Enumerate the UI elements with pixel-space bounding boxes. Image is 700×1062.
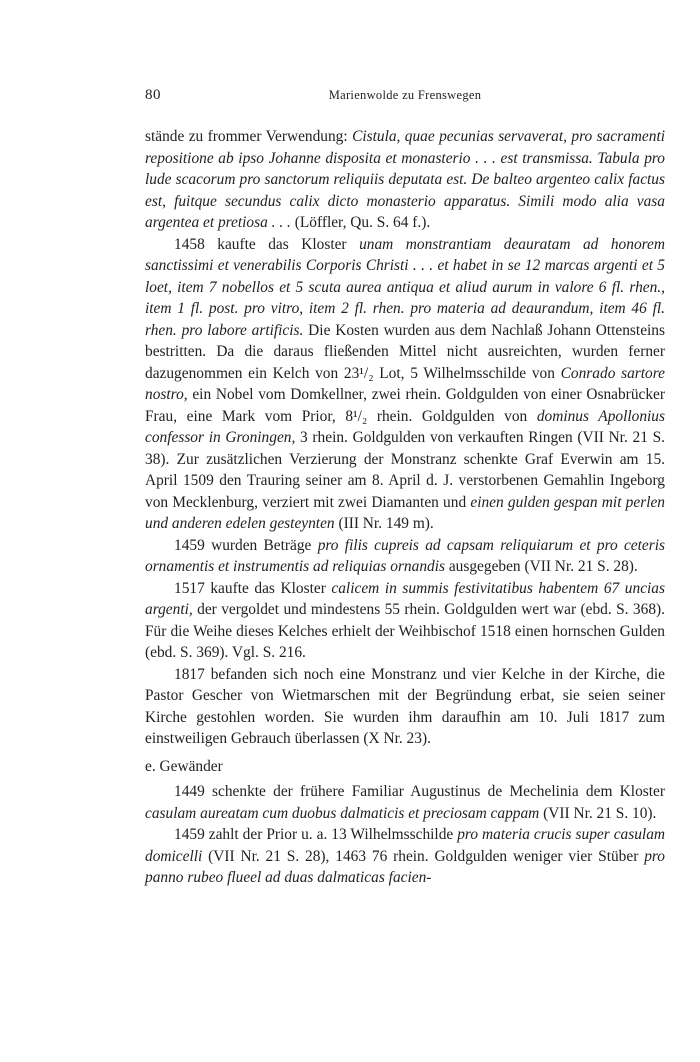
italic-text: casulam aureatam cum duobus dalmaticis et preciosam cappam [145, 804, 540, 822]
italic-text: pro filis cupreis ad capsam reliquiarum et pro ceteris ornamentis et instrumentis ad reliquias ornandis [145, 536, 666, 575]
page-header [145, 86, 665, 106]
italic-text: pro panno rubeo flueel ad duas dalmaticas facien- [145, 847, 665, 886]
paragraph [145, 824, 665, 889]
text-run: 1459 wurden Beträge [174, 536, 318, 554]
text-run: stände zu frommer Verwendung: [145, 128, 353, 145]
paragraph [145, 578, 665, 664]
text-run: der vergoldet und mindestens 55 rhein. Goldgulden wert war (ebd. S. 368). Für die Weihe dieses Kelches erhielt der Weihbischof 1518 einen hornschen Gulden (ebd. S. 369). Vgl. S. 216. [145, 601, 665, 661]
page-number: 80 [145, 87, 161, 103]
text-run: (Löffler, Qu. S. 64 f.). [290, 214, 431, 231]
section-heading [145, 756, 665, 778]
paragraph [145, 664, 665, 750]
italic-text: Cistula, quae pecunias servaverat, pro sacramenti repositione ab ipso Johanne disposita et monasterio . . . est transmissa. Tabula pro lude scacorum pro sanctorum reliquiis deputata est. De balteo argenteo calix factus est, fuitque secundus calix dicto monasterio apparatus. Simili modo alia vasa argentea et pretiosa . . . [145, 128, 665, 231]
text-run: 1817 befanden sich noch eine Monstranz und vier Kelche in der Kirche, die Pastor Gescher von Wietmarschen mit der Begründung erbat, sie seien seiner Kirche gestohlen worden. Sie wurden ihm daraufhin am 10. Juli 1817 zum einstweiligen Gebrauch überlassen (X Nr. 23). [145, 665, 665, 747]
text-run: e. Gewänder [145, 757, 223, 775]
text-run: 1449 schenkte der frühere Familiar Augustinus de Mechelinia dem Kloster [174, 783, 665, 800]
italic-text: calicem in summis festivitatibus habentem 67 uncias argenti, [145, 579, 665, 618]
text-run: 1459 zahlt der Prior u. a. 13 Wilhelmsschilde [174, 826, 458, 843]
italic-text: unam monstrantiam deauratam ad honorem sanctissimi et venerabilis Corporis Christi . . . et habet in se 12 marcas argenti et 5 loet, item 7 nobellos et 5 scuta aurea antiqua et aliud aurum in valore 6 fl. rhen., item 1 fl. post. pro vitro, item 2 fl. rhen. pro materia ad deaurandum, item 46 fl. rhen. pro labore artificis. [145, 235, 665, 339]
text-run: Die Kosten wurden aus dem Nachlaß Johann Ottensteins bestritten. Da die daraus fließenden Mittel nicht ausreichten, wurden ferner dazugenommen ein Kelch von 23¹/₂ Lot, 5 Wilhelmsschilde von [145, 321, 665, 382]
body-text [145, 126, 665, 889]
text-run: 1517 kaufte das Kloster [174, 579, 332, 597]
paragraph [145, 234, 665, 535]
italic-text: einen gulden gespan mit perlen und anderen edelen gesteynten [145, 493, 665, 532]
text-run: (VII Nr. 21 S. 28), 1463 76 rhein. Goldgulden weniger vier Stüber [202, 847, 645, 865]
text-run: (VII Nr. 21 S. 10). [539, 804, 657, 822]
running-title: Marienwolde zu Frenswegen [328, 88, 482, 102]
italic-text: pro materia crucis super casulam domicelli [145, 826, 666, 865]
text-run: (III Nr. 149 m). [334, 515, 434, 532]
text-run: ein Nobel vom Domkellner, zwei rhein. Goldgulden von einer Osnabrücker Frau, eine Mark vom Prior, 8¹/₂ rhein. Goldgulden von [145, 386, 665, 425]
italic-text: dominus Apollonius confessor in Groningen, [145, 407, 665, 446]
paragraph [145, 781, 665, 824]
paragraph [145, 126, 665, 234]
paragraph [145, 535, 665, 578]
text-run: 1458 kaufte das Kloster [174, 235, 360, 253]
text-run: ausgegeben (VII Nr. 21 S. 28). [444, 558, 638, 575]
italic-text: Conrado sartore nostro, [145, 364, 665, 403]
text-run: 3 rhein. Goldgulden von verkauften Ringen (VII Nr. 21 S. 38). Zur zusätzlichen Verzierung der Monstranz schenkte Graf Everwin am 15. April 1509 den Trauring seiner am 8. April d. J. verstorbenen Gemahlin Ingeborg von Mecklenburg, verziert mit zwei Diamanten und [145, 429, 666, 511]
